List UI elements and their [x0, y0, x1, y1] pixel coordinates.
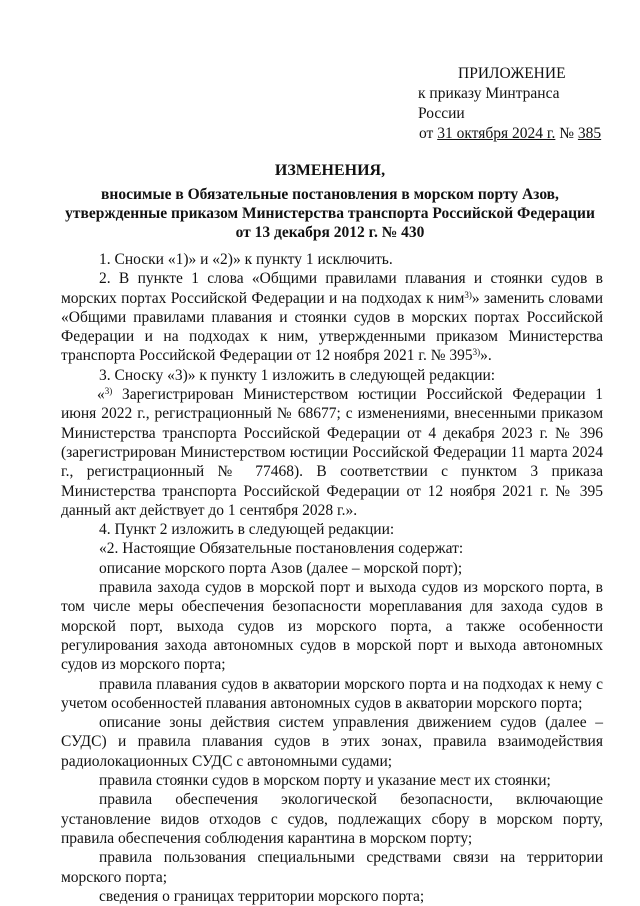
document-title: ИЗМЕНЕНИЯ, — [274, 162, 386, 179]
header-line-3: от 13 декабря 2012 г. № 430 — [235, 224, 425, 241]
paragraph-14: сведения о границах территории морского порта; — [99, 887, 425, 905]
paragraph-13: правила пользования специальными средствами связи на территории морского порта; — [61, 849, 603, 886]
footnote-mark: 3) — [464, 289, 472, 300]
paragraph-12: правила обеспечения экологической безопасности, включающие установление видов отходов с судов, подлежащих сбору в морском порту, правила обеспечения соблюдения карантина в морском порту; — [61, 791, 603, 847]
appendix-date-line — [410, 124, 610, 144]
paragraph-2-text-c: ». — [480, 347, 492, 365]
paragraph-7: описание морского порта Азов (далее – морской порт); — [99, 559, 463, 577]
document-header — [40, 161, 620, 242]
paragraph-6: «2. Настоящие Обязательные постановления содержат: — [99, 540, 464, 558]
paragraph-8: правила захода судов в морской порт и выхода судов из морского порта, в том числе меры обеспечения безопасности мореплавания для захода судов в морской порт, выхода судов из морского порта, а также особенности регулирования захода автономных судов в морской порт и выхода автономных судов из морского порта; — [61, 579, 603, 674]
order-date: 31 октября 2024 г. — [437, 125, 556, 142]
appendix-block — [410, 64, 610, 144]
order-number: 385 — [577, 125, 602, 142]
number-prefix: № — [555, 125, 578, 142]
paragraph-4-quote: « — [97, 386, 105, 404]
paragraph-5: 4. Пункт 2 изложить в следующей редакции: — [99, 521, 395, 539]
paragraph-11: правила стоянки судов в морском порту и указание мест их стоянки; — [99, 772, 551, 790]
header-line-1: вносимые в Обязательные постановления в морском порту Азов, — [101, 186, 559, 203]
paragraph-4 — [61, 385, 603, 520]
paragraph-2-text-a: 2. В пункте 1 слова «Общими правилами плавания и стоянки судов в морских портах Российской Федерации и на подходах к ним — [61, 270, 603, 307]
paragraph-4-text: Зарегистрирован Министерством юстиции Российской Федерации 1 июня 2022 г., регистрационный № 68677; с изменениями, внесенными приказом Министерства транспорта Российской Федерации от 4 декабря 2023 г. № 396 (зарегистрирован Министерством юстиции Российской Федерации 11 марта 2024 г., регистрационный № 77468). В соответствии с пунктом 3 приказа Министерства транспорта Российской Федерации от 12 ноября 2021 г. № 395 данный акт действует до 1 сентября 2028 г.». — [61, 386, 603, 519]
appendix-order-ref: к приказу Минтранса России — [418, 85, 560, 122]
date-prefix: от — [419, 125, 438, 142]
appendix-title: ПРИЛОЖЕНИЕ — [458, 65, 566, 82]
paragraph-1: 1. Сноски «1)» и «2)» к пункту 1 исключить. — [99, 251, 393, 268]
paragraph-9: правила плавания судов в акватории морского порта и на подходах к нему с учетом особенностей плавания автономных судов в акватории морского порта; — [61, 675, 603, 712]
paragraph-3: 3. Сноску «3)» к пункту 1 изложить в следующей редакции: — [99, 366, 496, 384]
paragraph-2-text-b: » заменить словами «Общими правилами плавания и стоянки судов в морских портах Российской Федерации и на подходах к ним, утвержденными приказом Министерства транспорта Российской Федерации от 12 ноября 2021 г. № 395 — [61, 289, 603, 365]
footnote-mark: 3) — [104, 386, 113, 397]
header-line-2: утвержденные приказом Министерства транспорта Российской Федерации — [65, 205, 595, 222]
document-body — [61, 250, 603, 906]
footnote-mark: 3) — [472, 347, 481, 358]
paragraph-10: описание зоны действия систем управления движением судов (далее – СУДС) и правила плавания судов в этих зонах, правила взаимодействия радиолокационных СУДС с автономными судами; — [61, 714, 603, 770]
paragraph-2 — [61, 269, 603, 365]
